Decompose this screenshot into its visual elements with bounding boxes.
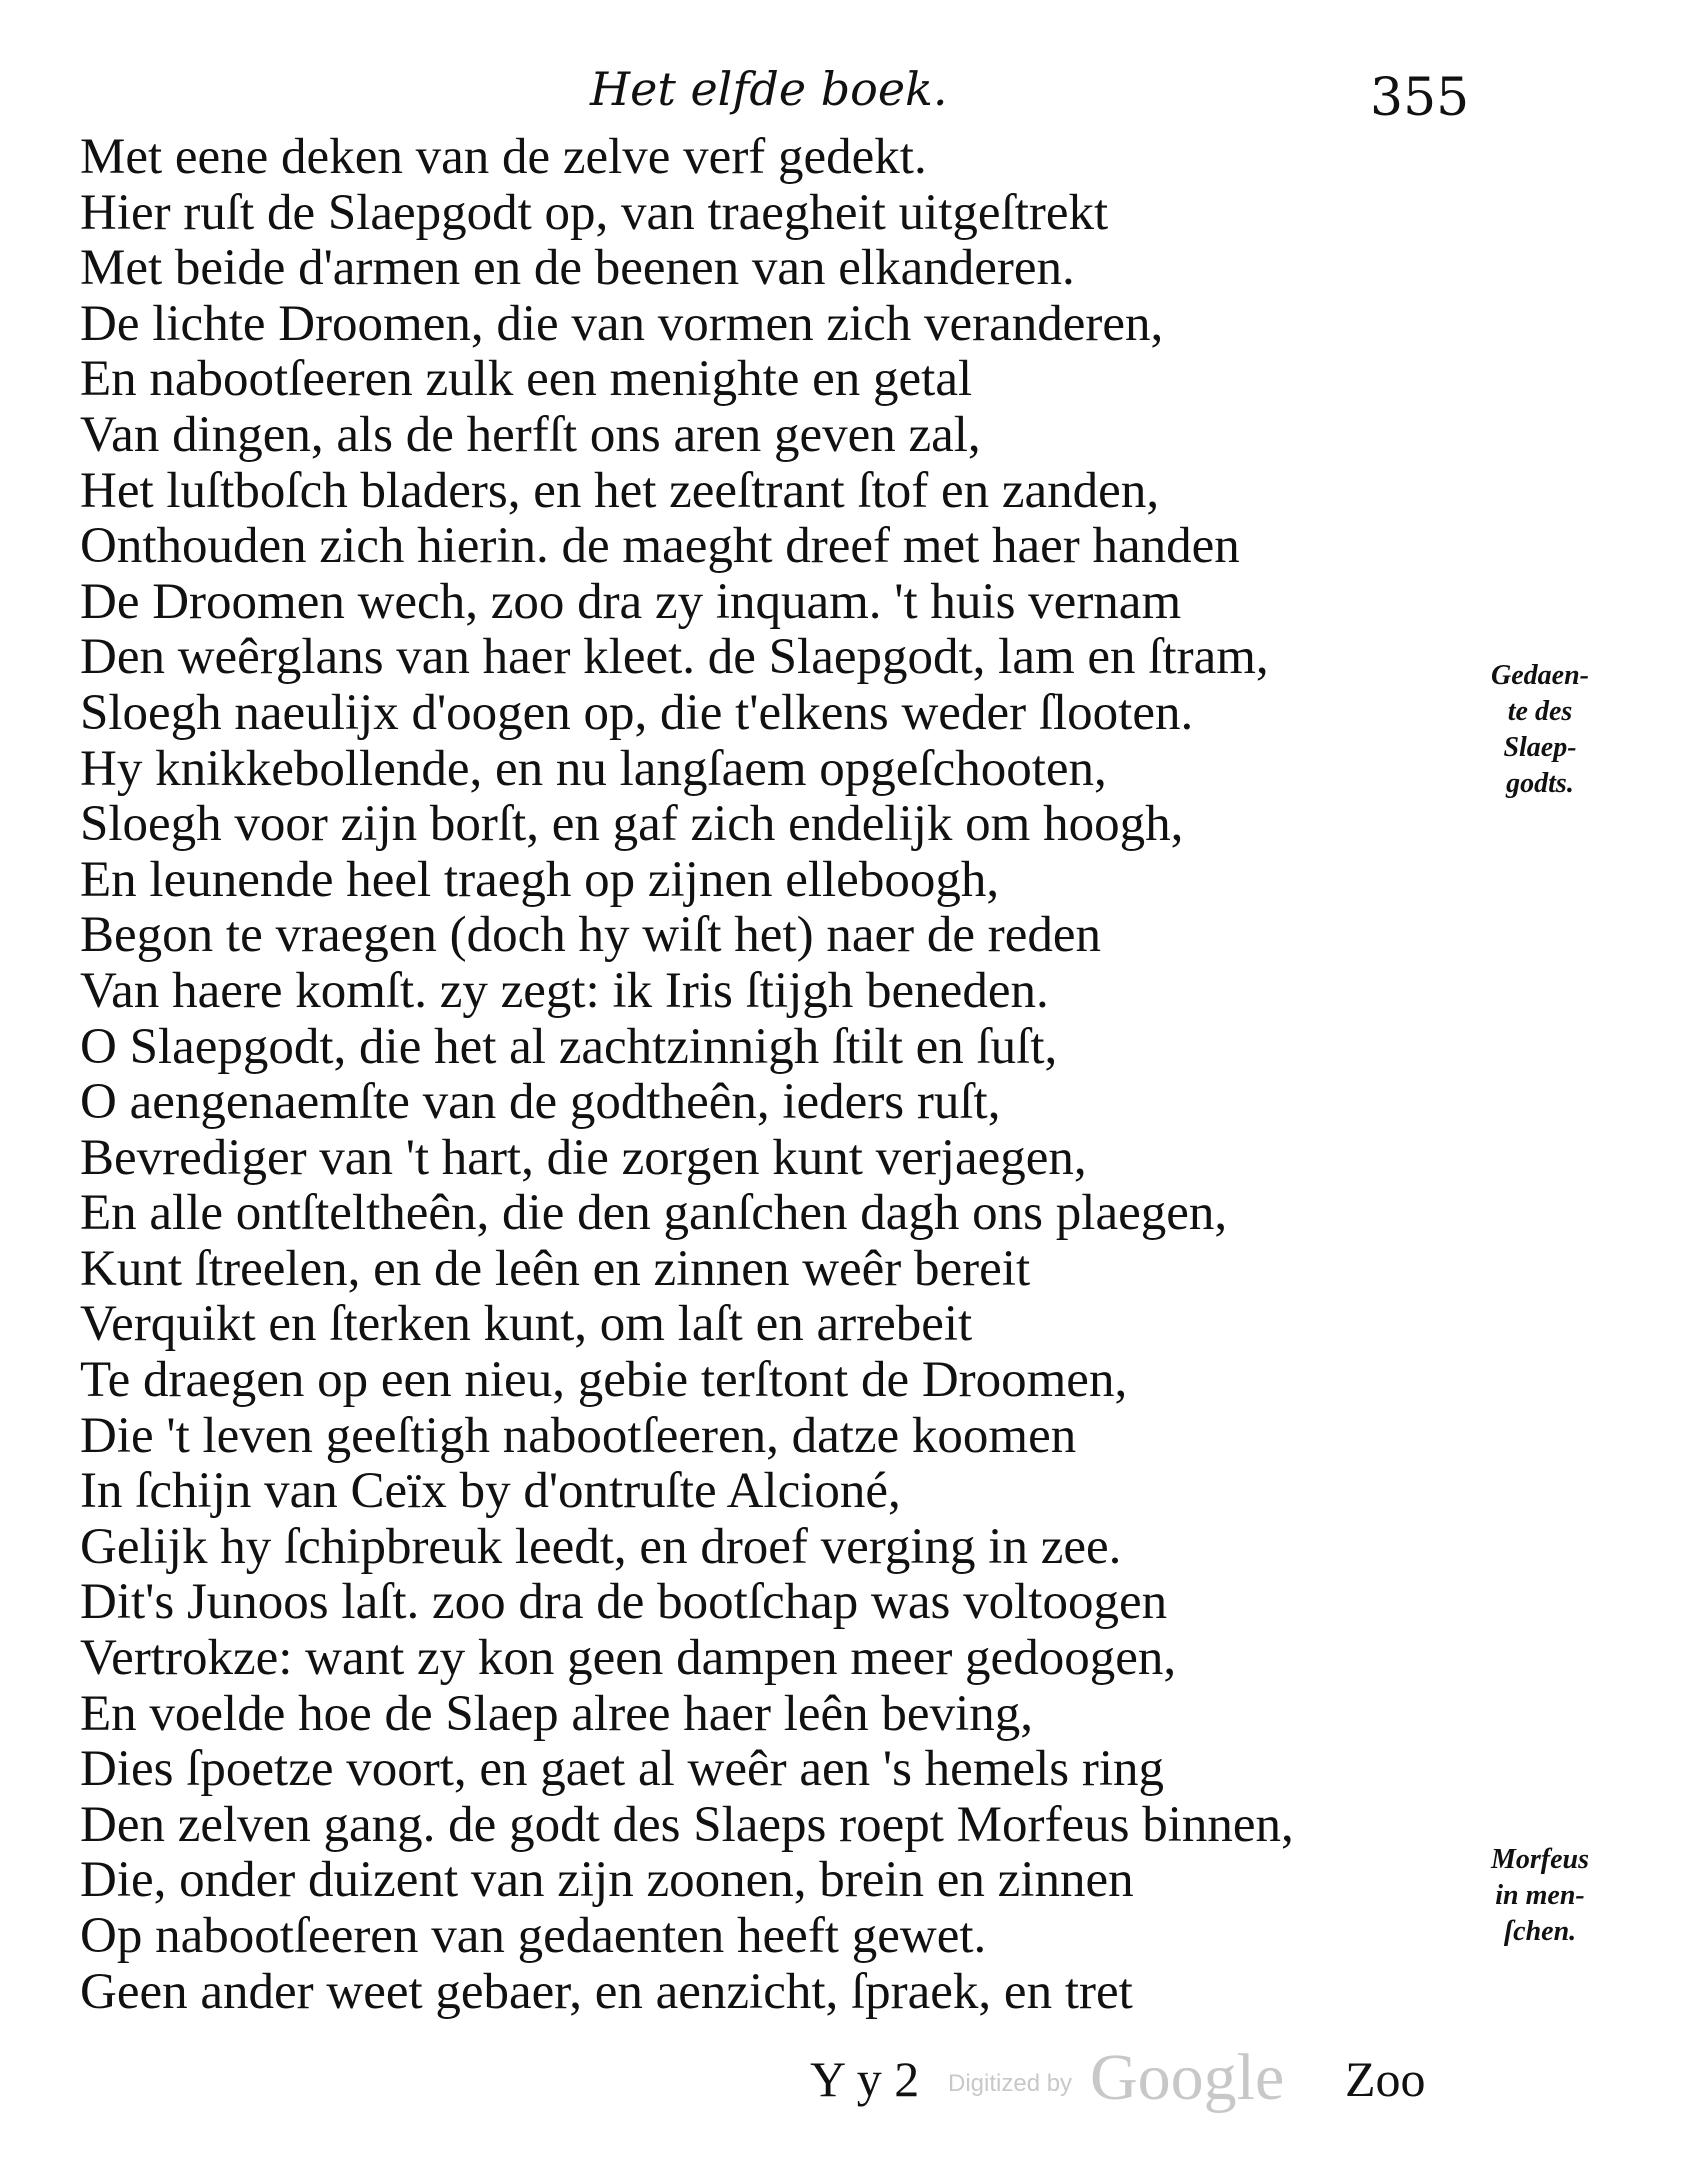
verse-line: Geen ander weet gebaer, en aenzicht, ſpraek, en tret: [80, 1963, 1133, 2020]
marginal-note-line: te des: [1507, 696, 1573, 727]
marginal-note-line: in men-: [1495, 1880, 1585, 1911]
verse-line: Gelijk hy ſchipbreuk leedt, en droef verging in zee.: [80, 1518, 1122, 1575]
verse-line: Van dingen, als de herfſt ons aren geven zal,: [80, 406, 981, 463]
verse-line: En nabootſeeren zulk een menighte en getal: [80, 351, 973, 408]
catchword: Zoo: [1345, 2051, 1426, 2107]
verse-line: En voelde hoe de Slaep alree haer leên beving,: [80, 1685, 1033, 1742]
verse-line: Begon te vraegen (doch hy wiſt het) naer de reden: [80, 907, 1101, 964]
verse-line: Met eene deken van de zelve verf gedekt.: [80, 129, 927, 185]
page-header: [0, 62, 1686, 132]
verse-line: Het luſtboſch bladers, en het zeeſtrant ſtof en zanden,: [80, 462, 1160, 519]
marginal-note-line: Morfeus: [1490, 1844, 1589, 1875]
verse-line: Verquikt en ſterken kunt, om laſt en arrebeit: [80, 1296, 973, 1353]
verse-line: Dit's Junoos laſt. zoo dra de bootſchap was voltoogen: [80, 1574, 1168, 1631]
marginal-note-line: Gedaen-: [1491, 660, 1589, 691]
watermark-logo: Google: [1090, 2041, 1285, 2114]
verse-line: Met beide d'armen en de beenen van elkanderen.: [80, 240, 1075, 297]
verse-line: Onthouden zich hierin. de maeght dreef met haer handen: [80, 518, 1240, 575]
verse-line: O Slaepgodt, die het al zachtzinnigh ſtilt en ſuſt,: [80, 1018, 1058, 1075]
verse-line: In ſchijn van Ceïx by d'ontruſte Alcioné,: [80, 1463, 901, 1520]
marginal-note: [1460, 658, 1620, 802]
verse-line: Den zelven gang. de godt des Slaeps roept Morfeus binnen,: [80, 1796, 1294, 1853]
marginal-note-line: ſchen.: [1503, 1916, 1577, 1947]
verse-line: De lichte Droomen, die van vormen zich veranderen,: [80, 295, 1164, 352]
verse-line: Sloegh naeulijx d'oogen op, die t'elkens weder ſlooten.: [80, 684, 1194, 741]
verse-line: Den weêrglans van haer kleet. de Slaepgodt, lam en ſtram,: [80, 629, 1269, 686]
signature-mark: Y y 2: [810, 2051, 920, 2107]
watermark-text: Digitized by: [948, 2070, 1073, 2097]
page-footer: [0, 2040, 1686, 2120]
running-title: Het elfde boek.: [590, 62, 948, 116]
verse-line: Die, onder duizent van zijn zoonen, brein en zinnen: [80, 1852, 1134, 1909]
marginal-note-line: Slaep-: [1503, 732, 1577, 763]
marginal-note-line: godts.: [1506, 768, 1574, 799]
verse-line: Die 't leven geeſtigh nabootſeeren, datze koomen: [80, 1407, 1077, 1464]
verse-line: Hy knikkebollende, en nu langſaem opgeſchooten,: [80, 740, 1107, 797]
verse-line: Dies ſpoetze voort, en gaet al weêr aen 's hemels ring: [80, 1741, 1165, 1798]
verse-line: Hier ruſt de Slaepgodt op, van traegheit uitgeſtrekt: [80, 184, 1109, 241]
verse-line: Kunt ſtreelen, en de leên en zinnen weêr bereit: [80, 1240, 1031, 1297]
verse-line: Te draegen op een nieu, gebie terſtont de Droomen,: [80, 1352, 1128, 1409]
page-number: 355: [1370, 68, 1470, 128]
verse-line: En alle ontſteltheên, die den ganſchen dagh ons plaegen,: [80, 1185, 1228, 1242]
marginal-note: [1460, 1842, 1620, 1950]
verse-line: De Droomen wech, zoo dra zy inquam. 't huis vernam: [80, 573, 1182, 630]
verse-line: Op nabootſeeren van gedaenten heeft gewet.: [80, 1908, 987, 1964]
verse-line: Sloegh voor zijn borſt, en gaf zich endelijk om hoogh,: [80, 796, 1184, 853]
verse-line: Van haere komſt. zy zegt: ik Iris ſtijgh beneden.: [80, 962, 1049, 1019]
verse-line: Vertrokze: want zy kon geen dampen meer gedoogen,: [80, 1630, 1177, 1687]
verse-block: [80, 130, 1450, 2020]
verse-line: Bevrediger van 't hart, die zorgen kunt verjaegen,: [80, 1129, 1087, 1186]
verse-line: En leunende heel traegh op zijnen elleboogh,: [80, 851, 1000, 908]
verse-line: O aengenaemſte van de godtheên, ieders ruſt,: [80, 1074, 1001, 1131]
